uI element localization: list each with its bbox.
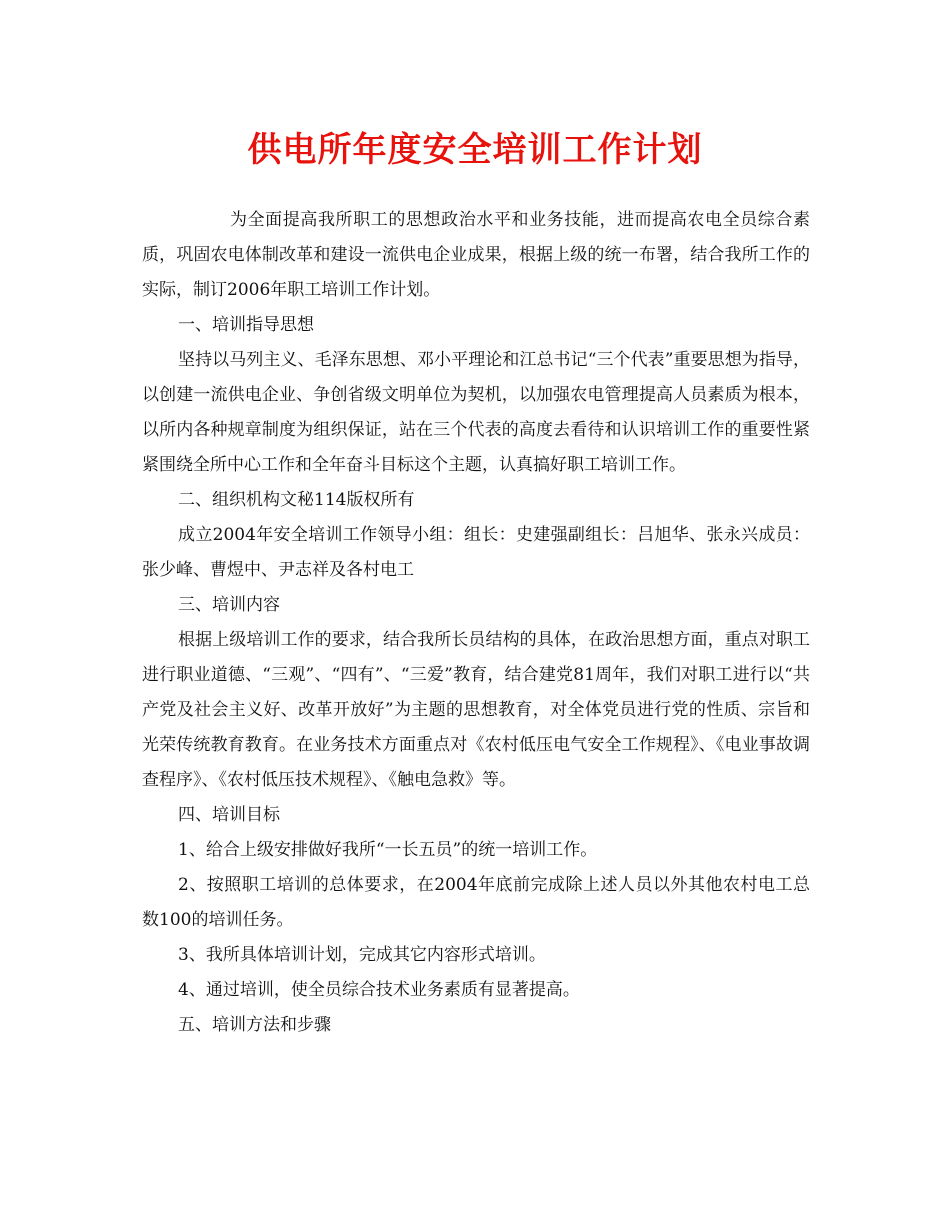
- goal-item-1: 1、给合上级安排做好我所“一长五员”的统一培训工作。: [178, 840, 598, 860]
- section-3-paragraph: 根据上级培训工作的要求，结合我所长员结构的具体，在政治思想方面，重点对职工进行职业道德、“三观”、“四有”、“三爱”教育，结合建党81周年，我们对职工进行以“共产党及社会主义好、改革开放好”为主题的思想教育，对全体党员进行党的性质、宗旨和光荣传统教育教育。在业务技术方面重点对《农村低压电气安全工作规程》、《电业事故调查程序》、《农村低压技术规程》、《触电急救》等。: [142, 630, 810, 790]
- section-heading-2: 二、组织机构文秘114版权所有: [178, 490, 415, 510]
- goal-item-2: 2、按照职工培训的总体要求，在2004年底前完成除上述人员以外其他农村电工总数100的培训任务。: [142, 875, 810, 930]
- section-heading-1: 一、培训指导思想: [178, 315, 314, 335]
- goal-item-3: 3、我所具体培训计划，完成其它内容形式培训。: [178, 945, 546, 965]
- intro-paragraph: 为全面提高我所职工的思想政治水平和业务技能，进而提高农电全员综合素质，巩固农电体制改革和建设一流供电企业成果，根据上级的统一布署，结合我所工作的实际，制订2006年职工培训工作计划。: [142, 210, 810, 300]
- goal-item-4: 4、通过培训，使全员综合技术业务素质有显著提高。: [178, 980, 580, 1000]
- section-heading-3: 三、培训内容: [178, 595, 280, 615]
- document-title: 供电所年度安全培训工作计划: [247, 130, 703, 170]
- section-1-paragraph: 坚持以马列主义、毛泽东思想、邓小平理论和江总书记“三个代表”重要思想为指导，以创建一流供电企业、争创省级文明单位为契机，以加强农电管理提高人员素质为根本，以所内各种规章制度为组织保证，站在三个代表的高度去看待和认识培训工作的重要性紧紧围绕全所中心工作和全年奋斗目标这个主题，认真搞好职工培训工作。: [142, 350, 810, 475]
- section-heading-4: 四、培训目标: [178, 805, 280, 825]
- document-body: [142, 203, 810, 1043]
- section-2-paragraph: 成立2004年安全培训工作领导小组：组长：史建强副组长：吕旭华、张永兴成员：张少峰、曹煜中、尹志祥及各村电工: [142, 525, 810, 580]
- section-heading-5: 五、培训方法和步骤: [178, 1015, 331, 1035]
